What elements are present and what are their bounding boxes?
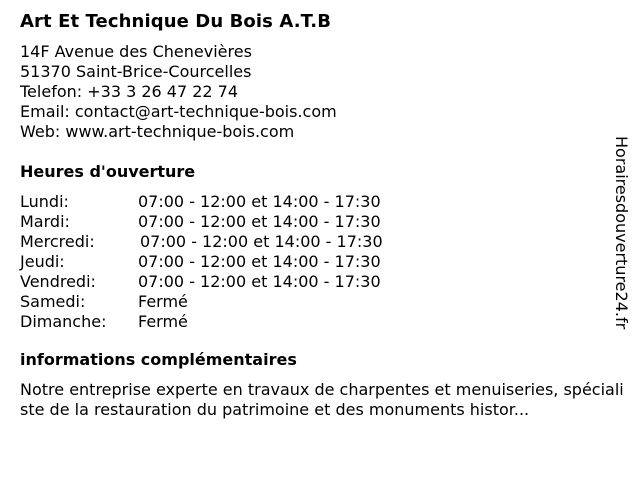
day-label: Samedi:: [20, 292, 86, 311]
time-range: 07:00 - 12:00 et 14:00 - 17:30: [138, 272, 381, 291]
hours-row-samedi: [20, 292, 610, 312]
info-heading: informations complémentaires: [20, 350, 297, 369]
info-description: Notre entreprise experte en travaux de charpentes et menuiseries, spécialiste de la restauration du patrimoine et des monuments histor...: [20, 380, 624, 419]
day-label: Jeudi:: [20, 252, 65, 271]
day-label: Mardi:: [20, 212, 70, 231]
hours-heading: Heures d'ouverture: [20, 162, 196, 181]
site-brand-vertical: Horairesdouverture24.fr: [612, 136, 631, 330]
day-label: Mercredi:: [20, 232, 95, 251]
hours-row-jeudi: [20, 252, 610, 272]
day-label: Lundi:: [20, 192, 69, 211]
time-range: Fermé: [138, 312, 188, 331]
time-range: 07:00 - 12:00 et 14:00 - 17:30: [138, 212, 381, 231]
time-range: 07:00 - 12:00 et 14:00 - 17:30: [138, 192, 381, 211]
address-line-1: 14F Avenue des Chenevières: [20, 42, 252, 61]
business-name: Art Et Technique Du Bois A.T.B: [20, 11, 332, 32]
day-label: Vendredi:: [20, 272, 96, 291]
time-range: 07:00 - 12:00 et 14:00 - 17:30: [138, 252, 381, 271]
hours-row-mercredi: [20, 232, 610, 252]
email-address[interactable]: Email: contact@art-technique-bois.com: [20, 102, 337, 121]
hours-row-dimanche: [20, 312, 610, 332]
time-range: Fermé: [138, 292, 188, 311]
time-range: 07:00 - 12:00 et 14:00 - 17:30: [140, 232, 383, 251]
day-label: Dimanche:: [20, 312, 107, 331]
address-line-2: 51370 Saint-Brice-Courcelles: [20, 62, 252, 81]
contact-block: [20, 42, 610, 142]
hours-row-vendredi: [20, 272, 610, 292]
hours-row-lundi: [20, 192, 610, 212]
hours-table: [20, 192, 610, 332]
website-link[interactable]: Web: www.art-technique-bois.com: [20, 122, 295, 141]
hours-row-mardi: [20, 212, 610, 232]
phone-number[interactable]: Telefon: +33 3 26 47 22 74: [20, 82, 239, 101]
